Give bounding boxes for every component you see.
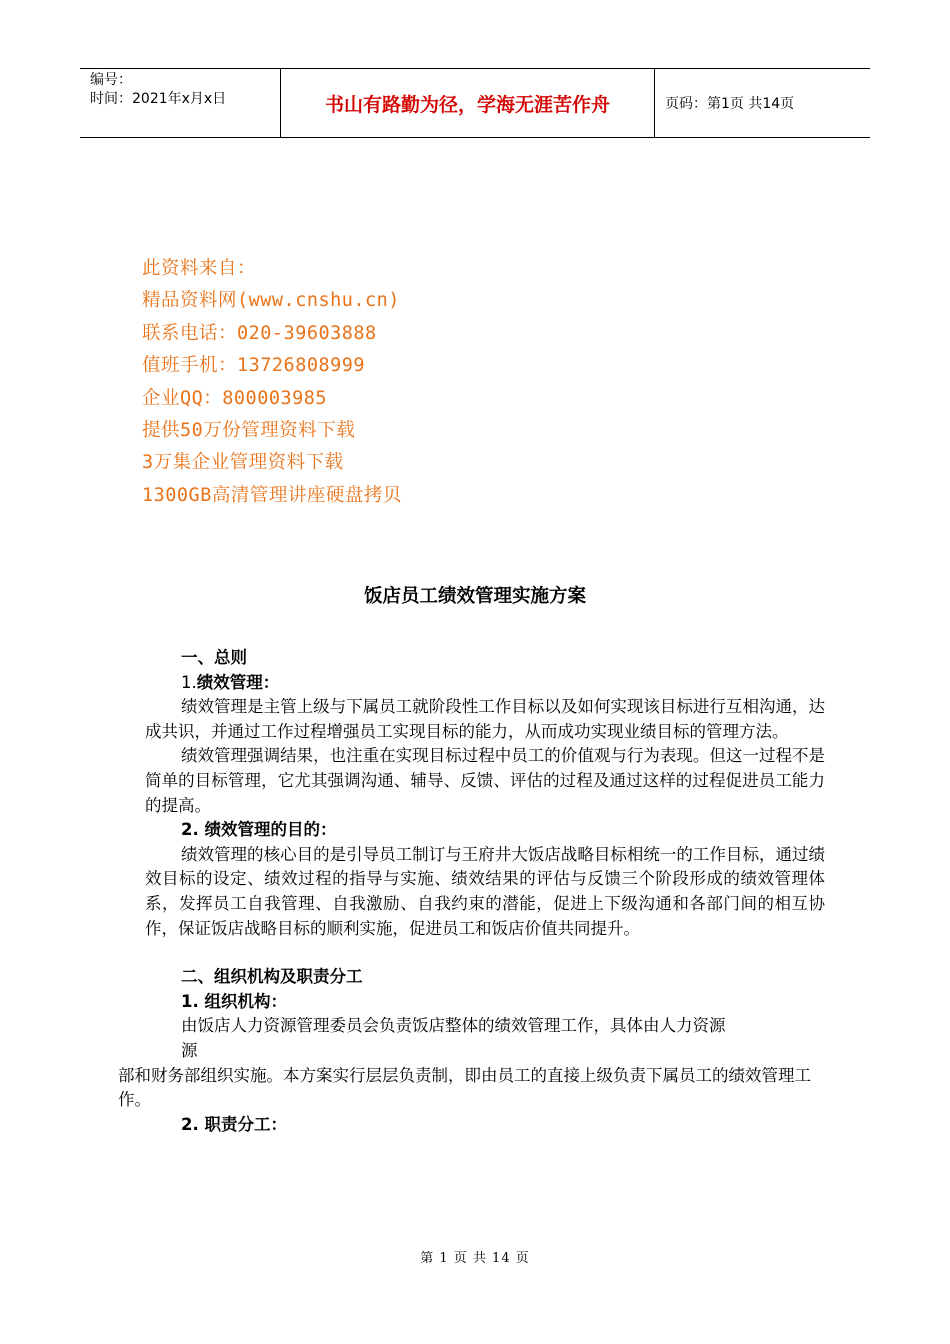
source-line: 企业QQ：800003985 xyxy=(142,387,328,409)
paragraph-fragment: 源 xyxy=(181,1040,198,1060)
source-line: 3万集企业管理资料下载 xyxy=(142,452,344,474)
source-line: 精品资料网(www.cnshu.cn) xyxy=(142,290,400,312)
source-line: 联系电话：020-39603888 xyxy=(142,322,377,344)
paragraph: 由饭店人力资源管理委员会负责饭店整体的绩效管理工作，具体由人力资源 xyxy=(181,1016,726,1036)
document-time-label: 时间：2021年x月x日 xyxy=(90,91,227,107)
paragraph: 绩效管理强调结果，也注重在实现目标过程中员工的价值观与行为表现。但这一过程不是简单的目标管理，它尤其强调沟通、辅导、反馈、评估的过程及通过这样的过程促进员工能力的提高。 xyxy=(145,746,825,815)
page-footer: 第 1 页 共 14 页 xyxy=(420,1251,530,1266)
section-heading-organization: 二、组织机构及职责分工 xyxy=(181,967,363,987)
section-heading-general: 一、总则 xyxy=(181,648,247,667)
source-line: 此资料来自： xyxy=(142,258,257,279)
subsection-heading-purpose: 2. 绩效管理的目的： xyxy=(181,820,337,840)
subsection-heading-responsibilities: 2. 职责分工： xyxy=(181,1114,287,1134)
subsection-number: 1. xyxy=(181,672,197,692)
paragraph: 部和财务部组织实施。本方案实行层层负责制，即由员工的直接上级负责下属员工的绩效管理工作。 xyxy=(118,1065,811,1110)
source-line: 提供50万份管理资料下载 xyxy=(142,420,356,442)
paragraph: 绩效管理是主管上级与下属员工就阶段性工作目标以及如何实现该目标进行互相沟通，达成共识，并通过工作过程增强员工实现目标的能力，从而成功实现业绩目标的管理方法。 xyxy=(145,697,825,741)
subsection-heading-performance-management xyxy=(145,671,825,696)
header-meta xyxy=(80,69,280,137)
header-page-info: 页码：第1页 共14页 xyxy=(665,96,795,112)
page-header xyxy=(80,68,870,138)
subsection-heading-organization: 1. 组织机构： xyxy=(181,991,287,1011)
source-line: 值班手机：13726808999 xyxy=(142,355,366,377)
document-title: 饭店员工绩效管理实施方案 xyxy=(363,586,586,607)
subsection-title: 绩效管理： xyxy=(196,672,280,692)
header-motto: 书山有路勤为径，学海无涯苦作舟 xyxy=(280,69,655,137)
paragraph: 绩效管理的核心目的是引导员工制订与王府井大饭店战略目标相统一的工作目标，通过绩效目标的设定、绩效过程的指导与实施、绩效结果的评估与反馈三个阶段形成的绩效管理体系，发挥员工自我管理、自我激励、自我约束的潜能，促进上下级沟通和各部门间的相互协作，保证饭店战略目标的顺利实施，促进员工和饭店价值共同提升。 xyxy=(145,844,825,938)
source-line: 1300GB高清管理讲座硬盘拷贝 xyxy=(142,484,402,506)
source-info-block xyxy=(142,253,402,512)
document-number-label: 编号： xyxy=(90,72,132,88)
document-body xyxy=(118,646,825,1137)
